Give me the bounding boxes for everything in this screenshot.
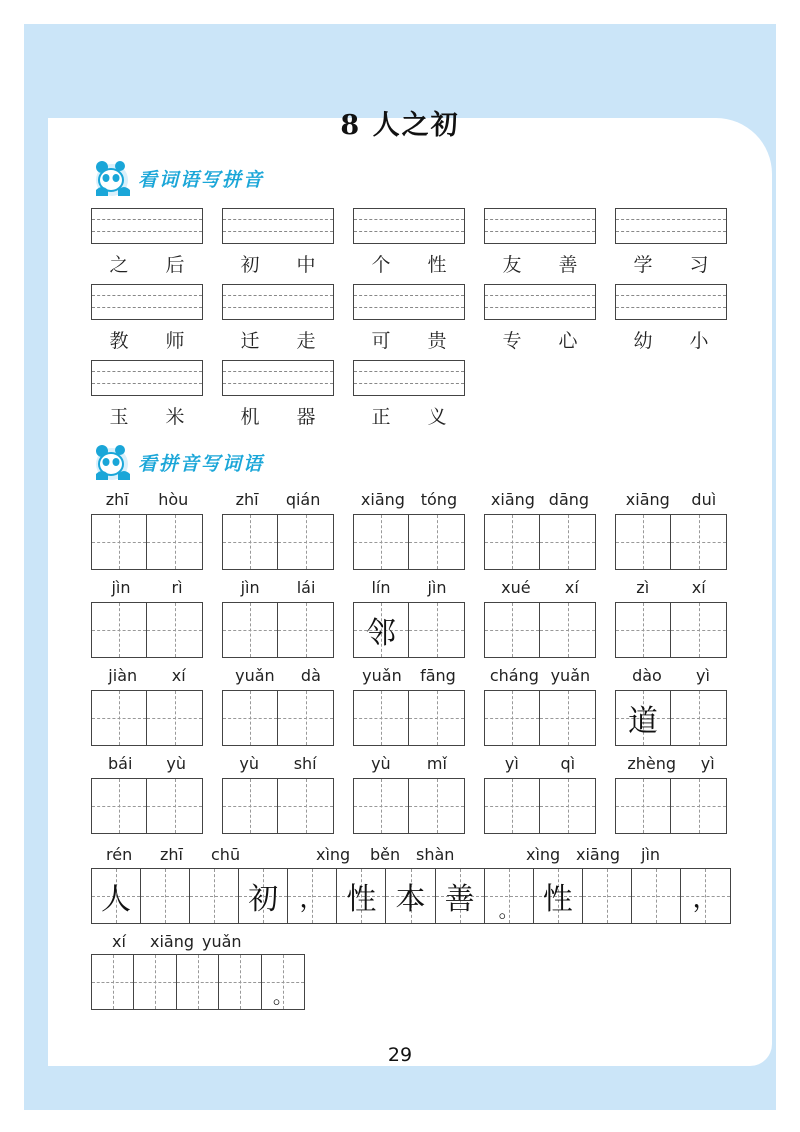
pinyin-syllable: yù [166,754,186,773]
character-cell[interactable] [485,603,540,657]
word-label [222,326,334,353]
pinyin-syllable: bái [107,754,133,773]
word-label [91,250,203,277]
character-cell[interactable] [147,691,202,745]
word-char: 中 [296,254,316,276]
word-char: 走 [296,330,316,352]
pinyin-label [484,754,596,773]
cell-char: 。 [498,897,519,922]
character-cell[interactable] [147,515,202,569]
pinyin-syllable: xí [171,666,186,685]
character-grid[interactable] [91,602,203,658]
pinyin-syllable: qì [560,754,576,773]
pinyin-label [353,754,465,773]
character-cell[interactable] [540,779,595,833]
character-grid[interactable] [615,778,727,834]
word-char: 之 [109,254,129,276]
pinyin-syllable: yuǎn [235,666,275,685]
character-grid[interactable] [615,690,727,746]
guide-line [354,307,464,308]
pinyin-syllable: dà [300,666,321,685]
pinyin-syllable: rén [106,845,133,864]
pinyin-syllable: qián [285,490,321,509]
pinyin-label [353,666,465,685]
pinyin-syllable: lín [371,578,391,597]
cell-char: ， [299,883,326,914]
pinyin-syllable: yì [700,754,715,773]
word-char: 友 [502,254,522,276]
pinyin-label [615,666,727,685]
character-cell[interactable] [278,515,333,569]
pinyin-answer-box[interactable] [353,360,465,396]
character-cell[interactable] [616,603,671,657]
character-grid[interactable] [91,690,203,746]
character-cell[interactable] [190,869,239,923]
word-label [484,250,596,277]
guide-line [616,219,726,220]
character-cell[interactable] [671,515,726,569]
pinyin-syllable: xí [564,578,579,597]
cell-char: 道 [628,704,658,739]
cell-char: 性 [542,882,573,917]
character-grid[interactable] [615,514,727,570]
character-cell[interactable] [278,779,333,833]
word-char: 玉 [109,406,129,428]
lesson-title: 8 人之初 [340,110,460,141]
word-char: 心 [558,330,578,352]
pinyin-syllable: jìn [240,578,260,597]
pinyin-label [222,666,334,685]
pinyin-syllable: zì [636,578,650,597]
pinyin-answer-box[interactable] [615,284,727,320]
character-cell[interactable] [223,603,278,657]
panda-icon [90,158,136,198]
word-char: 可 [371,330,391,352]
word-char: 贵 [427,330,447,352]
character-cell[interactable] [671,779,726,833]
character-cell[interactable] [141,869,190,923]
pinyin-syllable: jiàn [108,666,138,685]
word-char: 幼 [633,330,653,352]
pinyin-label [484,666,596,685]
cell-char: ， [692,883,719,914]
character-cell[interactable] [92,691,147,745]
pinyin-label [91,490,203,509]
guide-line [485,295,595,296]
pinyin-label [615,754,727,773]
pinyin-label [353,578,465,597]
cell-char: 善 [444,882,475,917]
pinyin-syllable: lái [296,578,316,597]
character-cell[interactable] [540,691,595,745]
pinyin-syllable: cháng [489,666,539,685]
pinyin-syllable: běn [370,845,401,864]
guide-line [616,307,726,308]
character-grid[interactable] [222,602,334,658]
pinyin-syllable: yuǎn [550,666,591,685]
word-char: 善 [558,254,578,276]
character-cell[interactable] [177,955,219,1009]
word-char: 性 [427,254,447,276]
pinyin-syllable: shí [293,754,317,773]
pinyin-syllable: jìn [641,845,661,864]
guide-line [354,371,464,372]
section-label: 看拼音写词语 [138,452,265,475]
word-label [353,250,465,277]
guide-line [223,371,333,372]
character-cell[interactable] [223,691,278,745]
character-grid[interactable] [222,690,334,746]
word-char: 器 [296,406,316,428]
word-char: 习 [689,254,709,276]
character-grid[interactable] [484,778,596,834]
guide-line [223,295,333,296]
guide-line [485,307,595,308]
character-cell[interactable] [534,869,583,923]
cell-char: 性 [346,882,377,917]
pinyin-syllable: dāng [548,490,590,509]
pinyin-syllable: xìng [526,845,561,864]
guide-line [485,219,595,220]
guide-line [354,231,464,232]
character-grid[interactable] [222,514,334,570]
word-label [615,326,727,353]
pinyin-label [91,666,203,685]
pinyin-answer-box[interactable] [91,360,203,396]
guide-line [92,307,202,308]
character-cell[interactable] [409,603,464,657]
pinyin-syllable: xiāng [625,490,670,509]
guide-line [92,219,202,220]
guide-line [223,383,333,384]
character-cell[interactable] [632,869,681,923]
guide-line [223,231,333,232]
character-cell[interactable] [354,603,409,657]
word-label [484,326,596,353]
pinyin-syllable: xí [112,932,126,951]
guide-line [354,295,464,296]
character-grid[interactable] [353,602,465,658]
pinyin-syllable: xìng [316,845,351,864]
guide-line [616,231,726,232]
pinyin-syllable: fāng [420,666,456,685]
character-grid[interactable] [353,690,465,746]
pinyin-syllable: jìn [427,578,447,597]
guide-line [92,231,202,232]
pinyin-label [222,490,334,509]
guide-line [485,231,595,232]
section-label: 看词语写拼音 [138,168,265,191]
character-cell[interactable] [485,691,540,745]
character-cell[interactable] [354,691,409,745]
character-cell[interactable] [436,869,485,923]
character-grid[interactable] [615,602,727,658]
character-cell[interactable] [223,779,278,833]
pinyin-syllable: zhī [235,490,259,509]
pinyin-syllable: duì [691,490,717,509]
character-cell[interactable] [92,603,147,657]
pinyin-answer-box[interactable] [222,360,334,396]
character-cell[interactable] [278,603,333,657]
word-char: 个 [371,254,391,276]
pinyin-label [615,490,727,509]
word-label [353,326,465,353]
character-cell[interactable] [616,515,671,569]
pinyin-answer-box[interactable] [222,284,334,320]
guide-line [92,295,202,296]
pinyin-label [91,578,203,597]
character-cell[interactable] [540,603,595,657]
character-cell[interactable] [147,779,202,833]
character-grid[interactable] [484,602,596,658]
cell-char: 。 [272,983,293,1008]
pinyin-syllable: yuǎn [202,932,242,951]
pinyin-syllable: yì [695,666,710,685]
pinyin-label [484,578,596,597]
character-grid[interactable] [353,778,465,834]
pinyin-label [353,490,465,509]
character-cell[interactable] [219,955,261,1009]
character-grid[interactable] [222,778,334,834]
word-char: 初 [240,254,260,276]
cell-char: 人 [101,882,132,917]
pinyin-syllable: tóng [420,490,458,509]
pinyin-answer-box[interactable] [353,284,465,320]
character-cell[interactable] [671,603,726,657]
character-grid[interactable] [91,514,203,570]
character-cell[interactable] [409,691,464,745]
character-cell[interactable] [288,869,337,923]
character-cell[interactable] [354,515,409,569]
character-cell[interactable] [262,955,304,1009]
section-header-1 [90,158,264,198]
character-cell[interactable] [485,779,540,833]
character-cell[interactable] [485,869,534,923]
character-cell[interactable] [239,869,288,923]
word-char: 专 [502,330,522,352]
pinyin-syllable: chū [211,845,241,864]
pinyin-syllable: xué [501,578,531,597]
character-cell[interactable] [386,869,435,923]
pinyin-answer-box[interactable] [615,208,727,244]
pinyin-answer-box[interactable] [91,208,203,244]
pinyin-syllable: hòu [158,490,189,509]
character-cell[interactable] [223,515,278,569]
pinyin-answer-box[interactable] [484,208,596,244]
character-cell[interactable] [616,779,671,833]
guide-line [92,383,202,384]
pinyin-answer-box[interactable] [353,208,465,244]
pinyin-syllable: xí [691,578,706,597]
guide-line [92,371,202,372]
guide-line [354,383,464,384]
page-number: 29 [387,1044,413,1066]
word-char: 正 [371,406,391,428]
pinyin-syllable: dào [632,666,662,685]
sentence-grid[interactable] [91,868,731,924]
guide-line [223,219,333,220]
pinyin-syllable: yì [504,754,519,773]
character-cell[interactable] [409,779,464,833]
pinyin-syllable: yù [371,754,391,773]
sentence-grid[interactable] [91,954,305,1010]
pinyin-syllable: mǐ [426,754,447,773]
pinyin-syllable: yuǎn [362,666,402,685]
word-label [91,402,203,429]
character-cell[interactable] [485,515,540,569]
character-cell[interactable] [616,691,671,745]
character-cell[interactable] [671,691,726,745]
character-cell[interactable] [337,869,386,923]
word-label [222,402,334,429]
character-grid[interactable] [353,514,465,570]
cell-char: 邻 [366,616,396,651]
character-cell[interactable] [147,603,202,657]
cell-char: 初 [248,882,279,917]
pinyin-syllable: zhī [160,845,183,864]
pinyin-syllable: xiāng [150,932,195,951]
character-cell[interactable] [409,515,464,569]
pinyin-syllable: xiāng [360,490,405,509]
pinyin-answer-box[interactable] [91,284,203,320]
pinyin-syllable: zhèng [627,754,677,773]
pinyin-syllable: rì [171,578,183,597]
character-grid[interactable] [484,690,596,746]
character-cell[interactable] [278,691,333,745]
word-char: 后 [165,254,185,276]
word-char: 迁 [240,330,260,352]
character-cell[interactable] [540,515,595,569]
pinyin-syllable: zhī [105,490,129,509]
pinyin-syllable: shàn [416,845,455,864]
character-cell[interactable] [92,955,134,1009]
character-cell[interactable] [92,869,141,923]
word-char: 义 [427,406,447,428]
cell-char: 本 [395,882,426,917]
section-header-2 [90,442,264,482]
pinyin-syllable: xiāng [490,490,535,509]
pinyin-label [615,578,727,597]
pinyin-label [222,754,334,773]
word-char: 机 [240,406,260,428]
guide-line [616,295,726,296]
character-cell[interactable] [134,955,176,1009]
word-char: 米 [165,406,185,428]
word-label [222,250,334,277]
character-cell[interactable] [681,869,730,923]
character-cell[interactable] [583,869,632,923]
pinyin-answer-box[interactable] [484,284,596,320]
word-label [615,250,727,277]
word-char: 小 [689,330,709,352]
word-char: 师 [165,330,185,352]
character-grid[interactable] [91,778,203,834]
pinyin-answer-box[interactable] [222,208,334,244]
pinyin-syllable: yù [239,754,259,773]
guide-line [354,219,464,220]
character-grid[interactable] [484,514,596,570]
word-label [91,326,203,353]
pinyin-syllable: xiāng [576,845,621,864]
word-char: 教 [109,330,129,352]
pinyin-label [91,754,203,773]
word-label [353,402,465,429]
guide-line [223,307,333,308]
word-char: 学 [633,254,653,276]
character-cell[interactable] [92,779,147,833]
pinyin-syllable: jìn [111,578,131,597]
pinyin-label [222,578,334,597]
panda-icon [90,442,136,482]
pinyin-label [484,490,596,509]
character-cell[interactable] [92,515,147,569]
character-cell[interactable] [354,779,409,833]
